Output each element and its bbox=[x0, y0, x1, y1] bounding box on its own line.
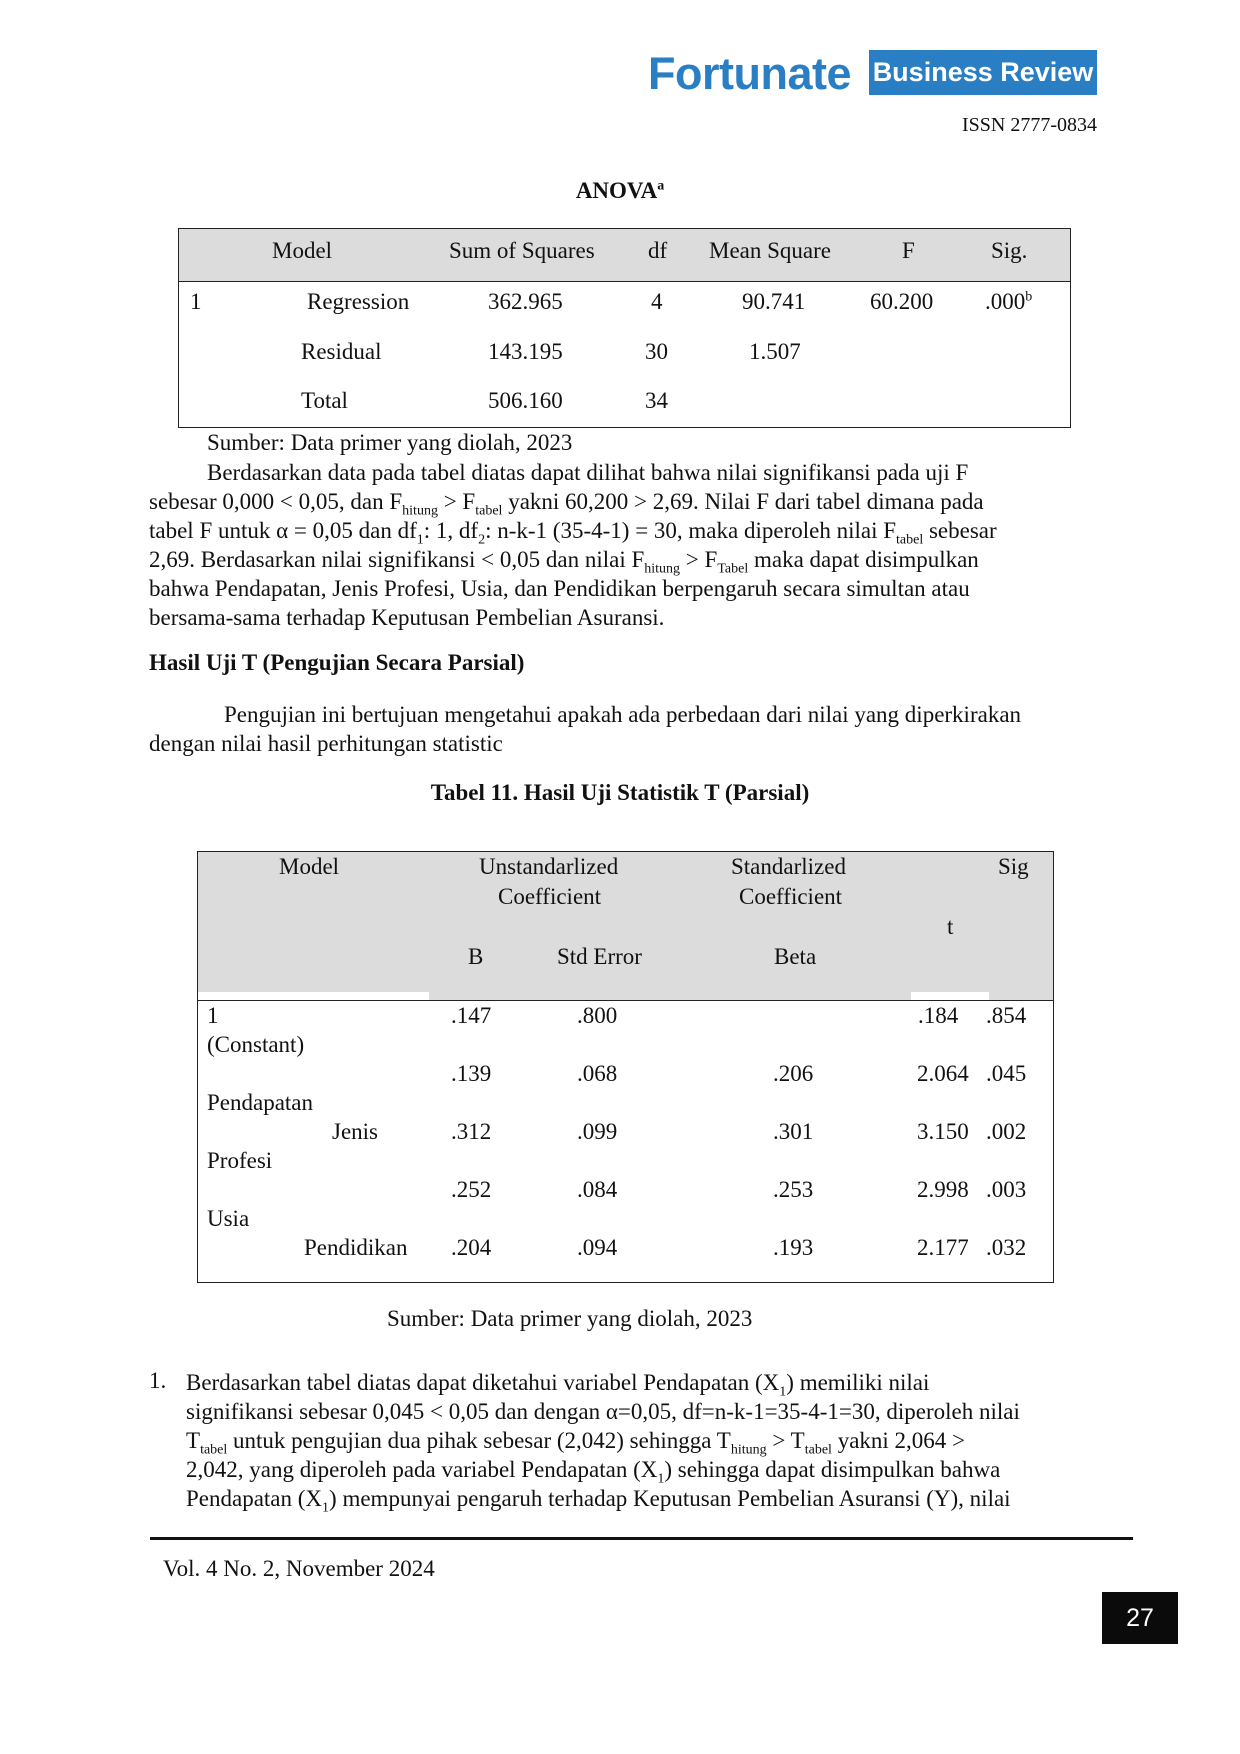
ttable-label-pendidikan: Pendidikan bbox=[304, 1235, 408, 1260]
anova-title-text: ANOVA bbox=[575, 178, 658, 203]
list-line: $T_{tabel}$ untuk pengujian dua pihak sebesar (2,042) sehingga $T_{hitung} > T_{tabel}$ yakni 2,064 > bbox=[186, 1428, 966, 1458]
t-test-table bbox=[197, 851, 1054, 1283]
ttable-col-beta: Beta bbox=[774, 944, 817, 969]
anova-cell-sig-value: .000 bbox=[985, 289, 1026, 314]
anova-table bbox=[178, 228, 1071, 428]
ttable-col-unstd-2: Coefficient bbox=[498, 884, 602, 909]
ttable-cell-b: .147 bbox=[451, 1003, 492, 1028]
ttable-cell-sig: .045 bbox=[986, 1061, 1027, 1086]
para1-line: bersama-sama terhadap Keputusan Pembelian Asuransi. bbox=[149, 605, 665, 630]
list-number: 1. bbox=[149, 1368, 167, 1393]
journal-logo-box-text: Business Review bbox=[872, 57, 1094, 87]
para2-line: Pengujian ini bertujuan mengetahui apakah ada perbedaan dari nilai yang diperkirakan bbox=[224, 702, 1022, 727]
list-line: 2,042, yang diperoleh pada variabel Pendapatan $(X_1)$ sehingga dapat disimpulkan bahwa bbox=[186, 1457, 1001, 1487]
anova-cell-df: 34 bbox=[645, 388, 668, 413]
ttable-cell-se: .068 bbox=[577, 1061, 618, 1086]
anova-col-f: F bbox=[902, 238, 915, 263]
ttable-source: Sumber: Data primer yang diolah, 2023 bbox=[387, 1306, 753, 1331]
anova-col-ms: Mean Square bbox=[709, 238, 831, 263]
ttable-cell-sig: .032 bbox=[986, 1235, 1027, 1260]
ttable-cell-t: 2.177 bbox=[917, 1235, 969, 1260]
anova-source: Sumber: Data primer yang diolah, 2023 bbox=[207, 430, 573, 455]
ttable-cell-se: .099 bbox=[577, 1119, 618, 1144]
anova-cell-ms: 90.741 bbox=[742, 289, 806, 314]
anova-cell-df: 4 bbox=[651, 289, 663, 314]
ttable-cell-se: .084 bbox=[577, 1177, 618, 1202]
ttable-col-b: B bbox=[468, 944, 484, 969]
ttable-cell-sig: .003 bbox=[986, 1177, 1027, 1202]
ttable-header-gap bbox=[198, 992, 429, 1000]
ttable-col-se: Std Error bbox=[557, 944, 642, 969]
footer-divider bbox=[150, 1537, 1133, 1540]
ttable-cell-b: .252 bbox=[451, 1177, 492, 1202]
anova-cell-ss: 506.160 bbox=[488, 388, 563, 413]
anova-cell-df: 30 bbox=[645, 339, 668, 364]
para1-line: sebesar 0,000 < 0,05, dan $F_{hitung} > F_{tabel}$ yakni 60,200 > 2,69. Nilai F dari tabel dimana pada bbox=[149, 489, 984, 519]
ttable-cell-b: .312 bbox=[451, 1119, 492, 1144]
para1-line: Berdasarkan data pada tabel diatas dapat dilihat bahwa nilai signifikansi pada uji F bbox=[207, 460, 969, 485]
paragraph-anova-interpretation bbox=[149, 458, 1101, 632]
ttable-label-jenis: Jenis bbox=[332, 1119, 378, 1144]
ttable-cell-b: .139 bbox=[451, 1061, 492, 1086]
anova-cell-sig-sup: b bbox=[1025, 289, 1033, 305]
anova-row-label: Total bbox=[301, 388, 348, 413]
ttable-cell-se: .094 bbox=[577, 1235, 618, 1260]
anova-cell-ss: 362.965 bbox=[488, 289, 563, 314]
anova-row-label: Regression bbox=[307, 289, 410, 314]
list-line: signifikansi sebesar 0,045 < 0,05 dan dengan α=0,05, df=n-k-1=35-4-1=30, diperoleh nilai bbox=[186, 1399, 1020, 1424]
ttable-header-gap bbox=[911, 992, 989, 1000]
anova-col-df: df bbox=[648, 238, 668, 263]
anova-cell-sig bbox=[985, 289, 1032, 315]
anova-model-no: 1 bbox=[190, 289, 202, 314]
ttable-cell-beta: .206 bbox=[773, 1061, 814, 1086]
anova-header-row bbox=[179, 229, 1070, 282]
ttable-col-unstd: Unstandarlized bbox=[479, 854, 619, 879]
para2-line: dengan nilai hasil perhitungan statistic bbox=[149, 731, 503, 756]
issn: ISSN 2777-0834 bbox=[961, 114, 1097, 136]
ttable-cell-beta: .301 bbox=[773, 1119, 814, 1144]
ttable-label-constant: (Constant) bbox=[207, 1032, 305, 1057]
ttable-label-pendapatan: Pendapatan bbox=[207, 1090, 314, 1115]
anova-cell-ss: 143.195 bbox=[488, 339, 563, 364]
ttable-cell-sig: .854 bbox=[986, 1003, 1027, 1028]
ttable-col-t: t bbox=[947, 914, 954, 939]
ttable-cell-beta: .253 bbox=[773, 1177, 814, 1202]
list-item-1 bbox=[186, 1368, 1101, 1516]
ttable-cell-t: .184 bbox=[918, 1003, 959, 1028]
ttable-col-sig: Sig bbox=[998, 854, 1029, 879]
ttable-col-std-2: Coefficient bbox=[739, 884, 843, 909]
para1-line: tabel F untuk α = 0,05 dan $df_1$: 1, $df_2$: n-k-1 (35-4-1) = 30, maka diperoleh nilai $F_{tabel}$ sebesar bbox=[149, 518, 997, 548]
ttable-cell-sig: .002 bbox=[986, 1119, 1027, 1144]
ttable-label-usia: Usia bbox=[207, 1206, 250, 1231]
section-heading: Hasil Uji T (Pengujian Secara Parsial) bbox=[149, 650, 525, 675]
anova-title bbox=[0, 178, 1240, 204]
anova-cell-ms: 1.507 bbox=[749, 339, 801, 364]
ttable-model-no: 1 bbox=[207, 1003, 219, 1028]
ttable-col-model: Model bbox=[279, 854, 340, 879]
anova-title-sup: a bbox=[657, 178, 665, 194]
para1-line: bahwa Pendapatan, Jenis Profesi, Usia, dan Pendidikan berpengaruh secara simultan atau bbox=[149, 576, 970, 601]
page-number-box bbox=[1102, 1592, 1178, 1644]
paragraph-uji-t-intro bbox=[149, 700, 1101, 758]
ttable-cell-t: 2.998 bbox=[917, 1177, 969, 1202]
ttable-cell-t: 3.150 bbox=[917, 1119, 969, 1144]
anova-col-sig: Sig. bbox=[991, 238, 1028, 263]
ttable-cell-se: .800 bbox=[577, 1003, 618, 1028]
anova-cell-f: 60.200 bbox=[870, 289, 934, 314]
ttable-cell-t: 2.064 bbox=[917, 1061, 969, 1086]
ttable-caption: Tabel 11. Hasil Uji Statistik T (Parsial) bbox=[430, 780, 810, 805]
footer-volume: Vol. 4 No. 2, November 2024 bbox=[163, 1556, 435, 1581]
ttable-cell-beta: .193 bbox=[773, 1235, 814, 1260]
journal-logo-text: Fortunate bbox=[648, 48, 851, 99]
anova-row-label: Residual bbox=[301, 339, 382, 364]
list-line: Pendapatan $(X_1)$ mempunyai pengaruh terhadap Keputusan Pembelian Asuransi (Y), nilai bbox=[186, 1486, 1011, 1516]
page-number: 27 bbox=[1126, 1603, 1154, 1632]
list-line: Berdasarkan tabel diatas dapat diketahui variabel Pendapatan $(X_1)$ memiliki nilai bbox=[186, 1370, 930, 1400]
journal-logo-box bbox=[869, 50, 1097, 95]
ttable-cell-b: .204 bbox=[451, 1235, 492, 1260]
anova-col-model: Model bbox=[272, 238, 333, 263]
anova-col-ss: Sum of Squares bbox=[449, 238, 595, 263]
ttable-header bbox=[198, 852, 1053, 1001]
ttable-col-std: Standarlized bbox=[731, 854, 846, 879]
ttable-label-profesi: Profesi bbox=[207, 1148, 273, 1173]
para1-line: 2,69. Berdasarkan nilai signifikansi < 0,05 dan nilai $F_{hitung} > F_{Tabel}$ maka dapat disimpulkan bbox=[149, 547, 979, 577]
